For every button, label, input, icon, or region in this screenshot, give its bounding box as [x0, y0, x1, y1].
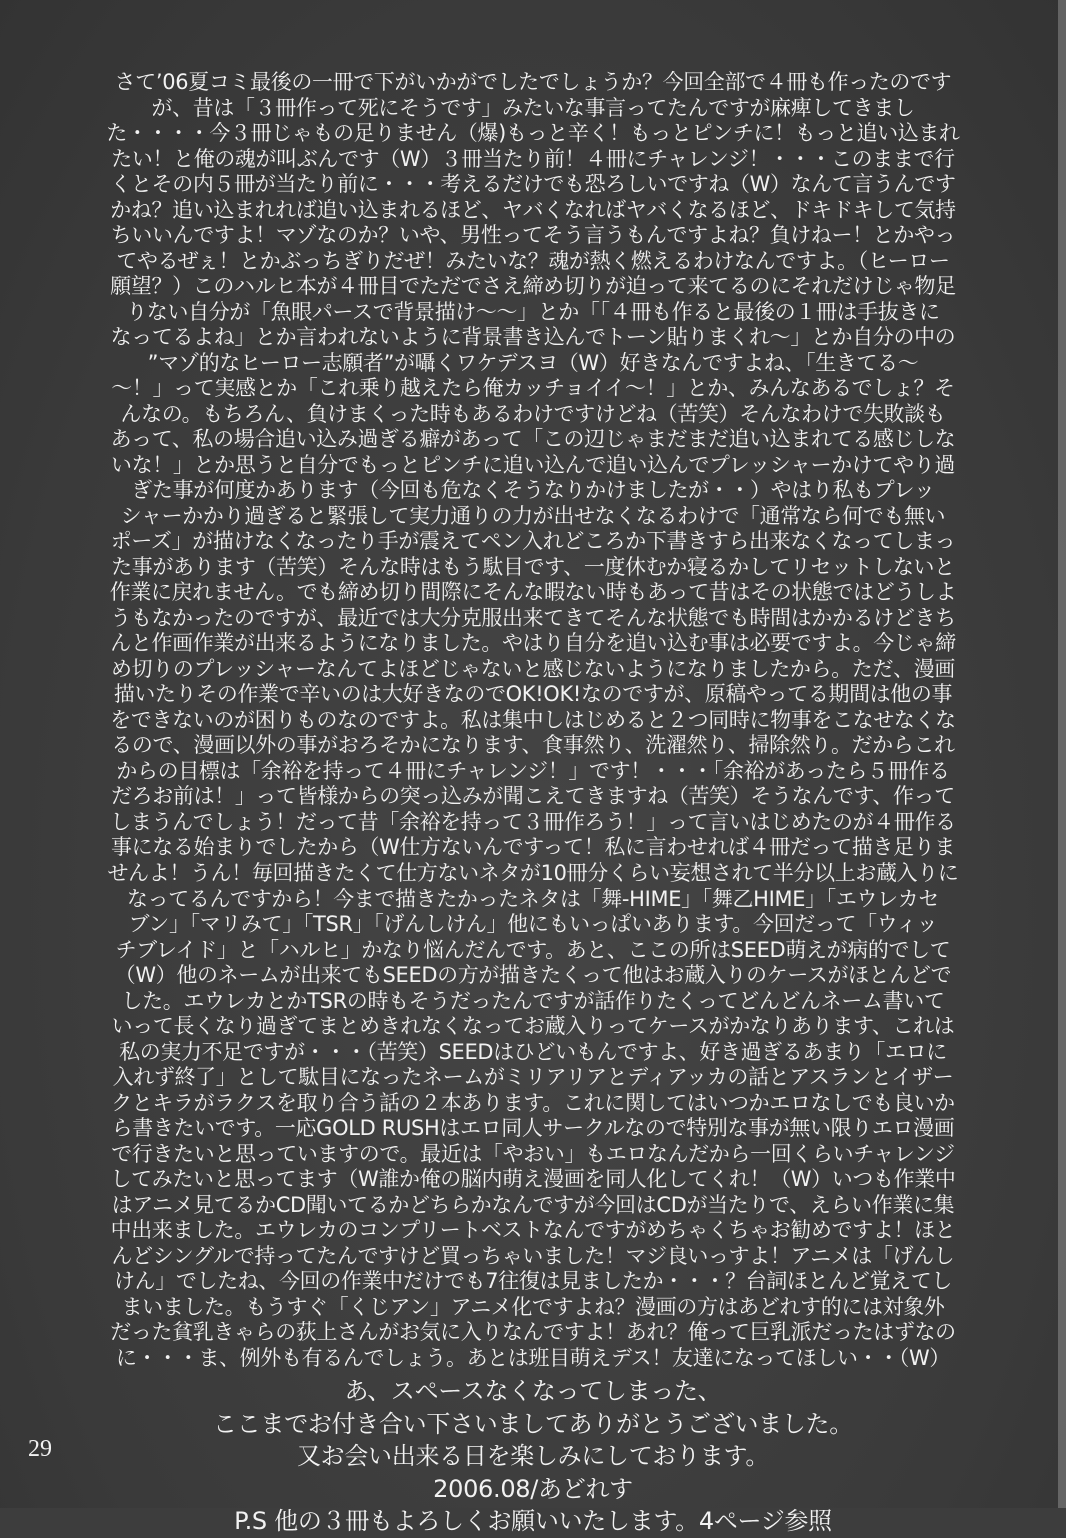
text-line: シャーかかり過ぎると緊張して実力通りの力が出せなくなるわけで「通常なら何でも無い — [120, 503, 946, 528]
text-line: いって長くなり過ぎてまとめきれなくなってお蔵入りってケースがかなりあります、これは — [111, 1014, 955, 1039]
text-line: をできないのが困りものなのですよ。私は集中しはじめると２つ同時に物事をこなせなくな — [110, 707, 956, 732]
closing-line: ここまでお付き合い下さいましてありがとうございました。 — [213, 1409, 853, 1438]
text-line: んなの。もちろん、負けまくった時もあるわけですけどね（苦笑）そんなわけで失敗談も — [120, 401, 946, 426]
text-line: に・・・ま、例外も有るんでしょう。あとは班目萌えデス！友達になってほしい・・（W） — [116, 1345, 950, 1370]
text-line: うもなかったのですが、最近では大分克服出来てきてそんな状態でも時間はかかるけどきち — [110, 605, 956, 630]
text-line: ちいいんですよ！マゾなのか？いや、男性ってそう言うもんですよね？負けねー！とかやっ — [110, 223, 956, 248]
text-line: からの目標は「余裕を持って４冊にチャレンジ！」です！・・・「余裕があったら５冊作る — [116, 758, 950, 783]
text-line: 作業に戻れません。でも締め切り間際にそんな暇ない時もあって昔はその状態ではどうしよ — [109, 580, 957, 605]
text-line: んどシングルで持ってたんですけど買っちゃいました！マジ良いっすよ！アニメは「げんし — [111, 1243, 955, 1268]
text-line: いな！」とか思うと自分でもっとピンチに追い込んで追い込んでプレッシャーかけてやり過 — [110, 452, 956, 477]
text-line: 描いたりその作業で辛いのは大好きなのでOK!OK!なのですが、原稿やってる期間は他の事 — [113, 682, 953, 707]
text-line: んと作画作業が出来るようになりました。やはり自分を追い込む事は必要ですよ。今じゃ締 — [110, 631, 956, 656]
text-line: ”マゾ的なヒーロー志願者”が囁くワケデスヨ（W）好きなんですよね、「生きてる～ — [147, 350, 919, 375]
text-line: てやるぜぇ！とかぶっちぎりだぜ！みたいな？魂が熱く燃えるわけなんですよ。（ヒーロー — [116, 248, 950, 273]
text-line: まいました。もうすぐ「くじアン」アニメ化ですよね？漫画の方はあどれす的には対象外 — [121, 1294, 945, 1319]
closing-line: 又お会い出来る日を楽しみにしております。 — [296, 1442, 770, 1470]
text-line: してみたいと思ってます（W誰か俺の脳内萌え漫画を同人化してくれ！（W）いつも作業中 — [110, 1167, 956, 1192]
text-line: ぎた事が何度かあります（今回も危なくそうなりかけましたが・・）やはり私もプレッ — [131, 478, 935, 503]
text-line: けん」でしたね、今回の作業中だけでも7往復は見ましたか・・・？台詞ほとんど覚えてし — [114, 1269, 952, 1294]
text-line: せんよ！うん！毎回描きたくて仕方ないネタが10冊分くらい妄想されて半分以上お蔵入りに — [107, 860, 959, 885]
closing-line: 2006.08/あどれす — [433, 1474, 633, 1503]
text-line: しまうんでしょう！だって昔「余裕を持って３冊作ろう！」って言いはじめたのが４冊作る — [110, 809, 956, 834]
text-line: 私の実力不足ですが・・・（苦笑）SEEDはひどいもんですよ、好き過ぎるあまり「エロに — [119, 1039, 947, 1064]
page-edge — [1058, 0, 1066, 1508]
text-line: かね？追い込まれれば追い込まれるほど、ヤバくなればヤバくなるほど、ドキドキして気持 — [110, 197, 956, 222]
afterword-body — [40, 70, 1026, 1371]
text-line: が、昔は「３冊作って死にそうです」みたいな事言ってたんですが麻痺してきまし — [151, 95, 915, 120]
text-line: 中出来ました。エウレカのコンプリートベストなんですがめちゃくちゃお勧めですよ！ほと — [110, 1218, 956, 1243]
text-line: だろお前は！」って皆様からの突っ込みが聞こえてきますね（苦笑）そうなんです、作って — [111, 784, 955, 809]
text-line: ブン」「マリみて」「TSR」「げんしけん」他にもいっぱいあります。今回だって「ウィッ — [128, 912, 938, 937]
closing-message — [0, 1375, 1066, 1538]
text-line: で行きたいと思っていますので。最近は「やおい」もエロなんだから一回くらいチャレンジ — [111, 1141, 955, 1166]
text-line: るので、漫画以外の事がおろそかになります、食事然り、洗濯然り、掃除然り。だからこれ — [111, 733, 955, 758]
text-line: はアニメ見てるかCD聞いてるかどちらかなんですが今回はCDが当たりで、えらい作業に集 — [111, 1192, 955, 1217]
closing-line: P.S 他の３冊もよろしくお願いいたします。4ページ参照 — [234, 1507, 832, 1535]
text-line: りない自分が「魚眼パースで背景描け～～」とか「「４冊も作ると最後の１冊は手抜きに — [126, 299, 940, 324]
text-line: た・・・・今３冊じゃもの足りません（爆)もっと辛く！もっとピンチに！もっと追い込まれ — [106, 121, 960, 146]
text-line: クとキラがラクスを取り合う話の２本あります。これに関してはいつかエロなしでも良いか — [111, 1090, 955, 1115]
closing-line: あ、スペースなくなってしまった、 — [344, 1377, 722, 1405]
text-line: 事になる始まりでしたから（W仕方ないんですって！私に言わせれば４冊だって描き足りま — [110, 835, 955, 860]
text-line: あって、私の場合追い込み過ぎる癖があって「この辺じゃまだまだ追い込まれてる感じしな — [110, 427, 956, 452]
text-line: した。エウレカとかTSRの時もそうだったんですが話作りたくってどんどんネーム書いて — [121, 988, 945, 1013]
text-line: なってるんですから！今まで描きたかったネタは「舞-HIME」「舞乙HIME」「エウレカセ — [126, 886, 940, 911]
text-line: 入れず終了」として駄目になったネームがミリアリアとディアッカの話とアスランとイザー — [112, 1065, 954, 1090]
text-line: チブレイド」と「ハルヒ」かなり悩んだんです。あと、ここの所はSEED萌えが病的でして — [115, 937, 951, 962]
text-line: なってるよね」とか言われないように背景書き込んでトーン貼りまくれ～」とか自分の中の — [110, 325, 956, 350]
text-line: め切りのプレッシャーなんてよほどじゃないと感じないようになりましたから。ただ、漫画 — [110, 656, 956, 681]
text-line: た事があります（苦笑）そんな時はもう駄目です、一度休むか寝るかしてリセットしないと — [111, 554, 955, 579]
text-line: ～！」って実感とか「これ乗り越えたら俺カッチョイイ～！」とか、みんなあるでしょ？そ — [111, 376, 955, 401]
text-line: さて’06夏コミ最後の一冊で下がいかがでしたでしょうか？今回全部で４冊も作ったのです — [114, 70, 952, 94]
text-line: ポーズ」が描けなくなったり手が震えてペン入れどころか下書きすら出来なくなってしまっ — [110, 529, 956, 554]
page-number: 29 — [28, 1436, 52, 1462]
text-line: 願望？）このハルヒ本が４冊目でただでさえ締め切りが迫って来てるのにそれだけじゃ物足 — [110, 274, 956, 299]
text-line: ら書きたいです。一応GOLD RUSHはエロ同人サークルなので特別な事が無い限りエロ漫画 — [111, 1116, 955, 1141]
text-line: だった貧乳きゃらの荻上さんがお気に入りなんですよ！あれ？俺って巨乳派だったはずなの — [110, 1320, 956, 1345]
text-line: たい！と俺の魂が叫ぶんです（W）３冊当たり前！４冊にチャレンジ！・・・このままで行 — [111, 146, 955, 171]
text-line: くとその内５冊が当たり前に・・・考えるだけでも恐ろしいですね（W）なんて言うんです — [110, 172, 956, 197]
text-line: （W）他のネームが出来てもSEEDの方が描きたくって他はお蔵入りのケースがほとんどで — [114, 963, 952, 988]
